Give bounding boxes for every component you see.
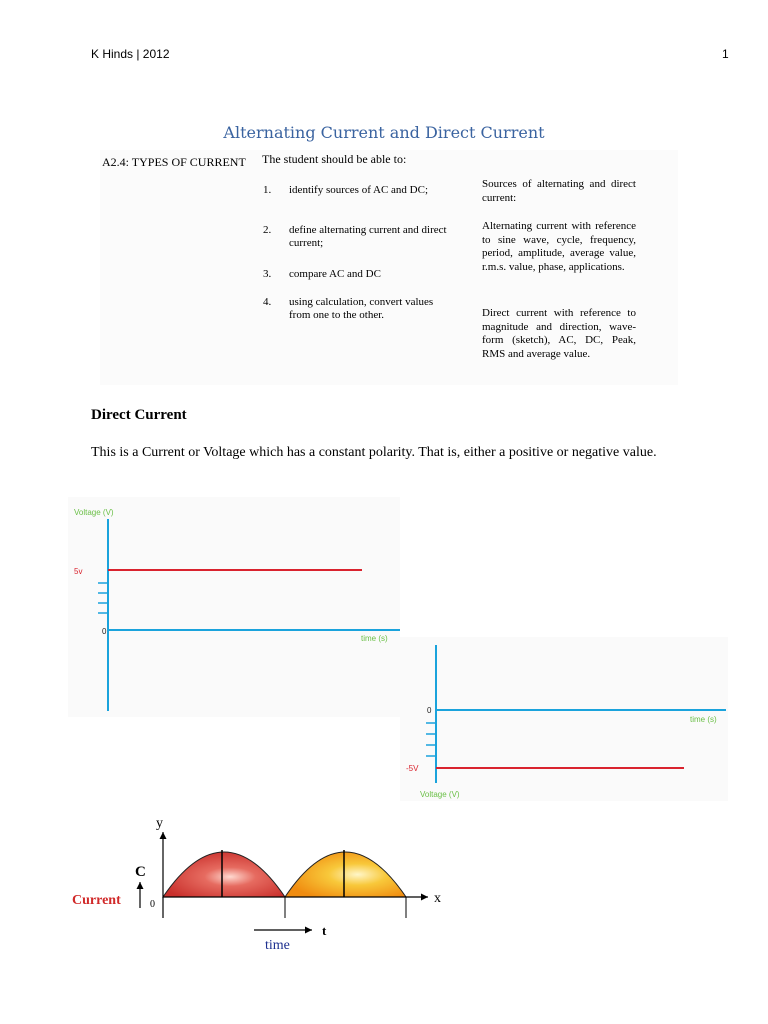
syllabus-intro: The student should be able to: [262,152,407,166]
level-label: -5V [406,764,419,773]
pulsating-dc-graph [68,810,468,960]
c-label: C [135,864,146,880]
t-label: t [322,923,327,938]
content-alternating: Alternating current with reference to sine wave, cycle, frequency, period, amplitude, average value, r.m.s. value, phase, applications. [482,220,636,273]
y-axis-label: Voltage (V) [420,790,460,799]
section-heading: Direct Current [91,407,187,423]
x-axis-letter: x [434,891,441,906]
level-label: 5v [74,567,83,576]
x-axis-label: time (s) [361,634,388,643]
dc-negative-graph [400,637,728,801]
objective-text: identify sources of AC and DC; [289,184,429,196]
time-label: time [265,938,290,953]
objective-text: define alternating current and direct current; [289,224,447,249]
dc-positive-graph [68,497,400,717]
objective-number: 1. [263,184,272,196]
definition-paragraph: This is a Current or Voltage which has a constant polarity. That is, either a positive or negative value. [91,445,657,460]
objective-text: using calculation, convert values from one to the other. [289,296,434,321]
origin-label: 0 [150,899,155,910]
header-author-year: K Hinds | 2012 [91,47,170,61]
current-label: Current [72,893,121,908]
objective-number: 3. [263,268,272,280]
content-direct: Direct current with reference to magnitude and direction, wave-form (sketch), AC, DC, Peak, RMS and average value. [482,307,636,360]
objective-text: compare AC and DC [289,268,381,280]
syllabus-code: A2.4: TYPES OF CURRENT [102,155,246,169]
half-wave-hump [163,852,285,897]
syllabus-excerpt [100,150,678,385]
half-wave-hump [285,852,406,897]
y-axis-label: Voltage (V) [74,508,114,517]
y-axis-letter: y [156,816,163,831]
origin-label: 0 [427,706,432,715]
page-number: 1 [722,47,729,61]
origin-label: 0 [102,627,107,636]
x-axis-label: time (s) [690,715,717,724]
content-sources: Sources of alternating and direct current: [482,178,636,204]
page-title: Alternating Current and Direct Current [223,123,545,142]
objective-number: 2. [263,224,272,236]
objective-number: 4. [263,296,272,308]
